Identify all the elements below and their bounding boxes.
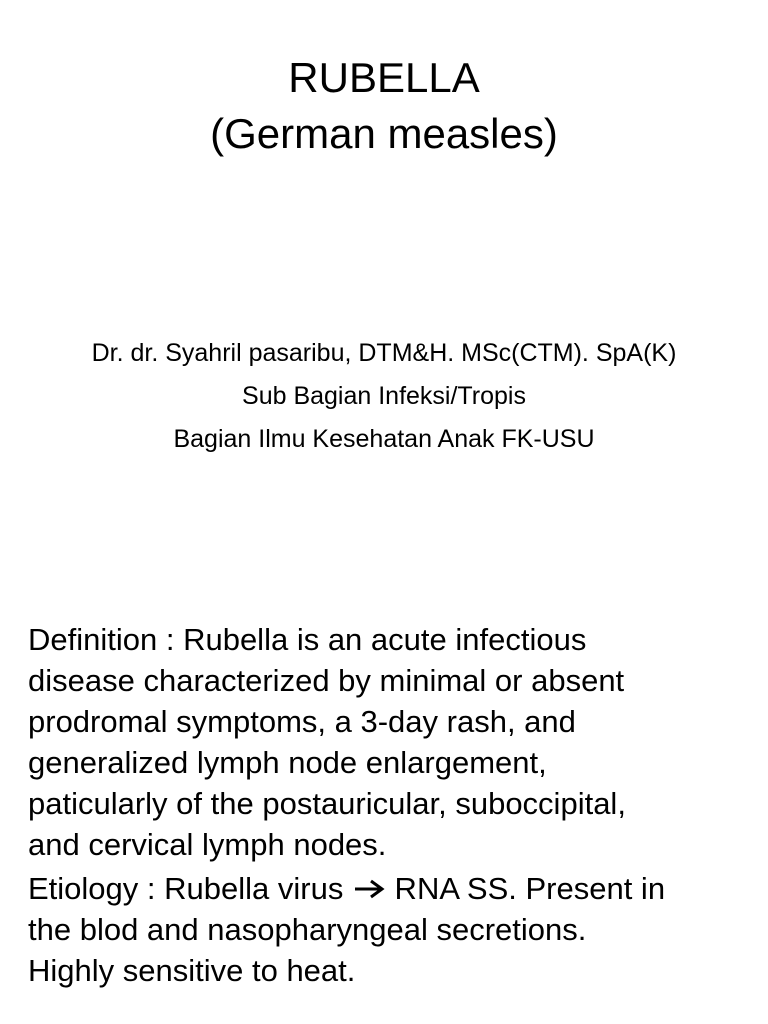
author-division: Sub Bagian Infeksi/Tropis (242, 382, 526, 410)
etiology-paragraph (28, 868, 748, 991)
content-body (28, 619, 748, 994)
definition-line: disease characterized by minimal or absent (28, 663, 625, 698)
right-arrow-icon (352, 878, 386, 900)
author-department: Bagian Ilmu Kesehatan Anak FK-USU (173, 425, 595, 453)
slide-title (0, 50, 768, 162)
author-name: Dr. dr. Syahril pasaribu, DTM&H. MSc(CTM). SpA(K) (91, 339, 677, 367)
etiology-line: the blod and nasopharyngeal secretions. (28, 912, 587, 947)
etiology-label-text: Etiology : Rubella virus (28, 871, 352, 906)
definition-line: generalized lymph node enlargement, (28, 745, 547, 780)
etiology-line: Highly sensitive to heat. (28, 953, 356, 988)
title-subtitle: (German measles) (210, 110, 558, 157)
definition-paragraph (28, 619, 748, 865)
definition-line: paticularly of the postauricular, suboccipital, (28, 786, 626, 821)
etiology-virus-type: RNA SS. Present in (385, 871, 666, 906)
title-main: RUBELLA (288, 54, 480, 101)
etiology-line (28, 868, 748, 909)
definition-line: prodromal symptoms, a 3-day rash, and (28, 704, 576, 739)
author-info (0, 332, 768, 461)
definition-line: Definition : Rubella is an acute infectious (28, 622, 587, 657)
definition-line: and cervical lymph nodes. (28, 827, 387, 862)
